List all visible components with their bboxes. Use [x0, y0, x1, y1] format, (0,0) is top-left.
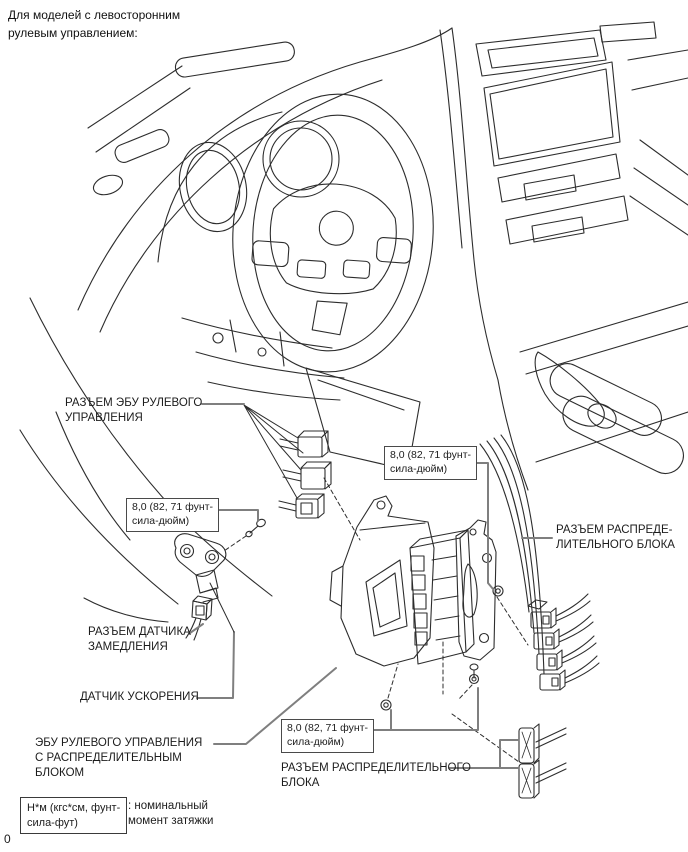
torque-spec-box-2: 8,0 (82, 71 фунт- сила-дюйм) — [384, 446, 477, 480]
distribution-block-connectors-bottom — [519, 724, 566, 798]
label-distribution-block-connector-bottom: РАЗЪЕМ РАСПРЕДЕЛИТЕЛЬНОГО БЛОКА — [281, 762, 472, 789]
steering-ecu-connectors — [244, 405, 331, 518]
steering-wheel — [224, 87, 443, 378]
legend-torque-symbol-box: Н*м (кгс*см, фунт- сила-фут) — [20, 797, 127, 834]
distribution-block-harness — [480, 435, 599, 690]
label-acceleration-sensor: ДАТЧИК УСКОРЕНИЯ — [80, 691, 199, 703]
page-note-line2: рулевым управлением: — [8, 26, 138, 40]
torque-spec-box-3: 8,0 (82, 71 фунт- сила-дюйм) — [281, 719, 374, 753]
page-corner-char: 0 — [4, 832, 11, 846]
label-distribution-block-connector-right: РАЗЪЕМ РАСПРЕДЕ- ЛИТЕЛЬНОГО БЛОКА — [556, 524, 675, 551]
torque-spec-box-1: 8,0 (82, 71 фунт- сила-дюйм) — [126, 498, 219, 532]
center-stack — [476, 22, 688, 244]
steering-ecu-assembly — [330, 496, 503, 710]
label-deceleration-sensor-connector: РАЗЪЕМ ДАТЧИКА ЗАМЕДЛЕНИЯ — [88, 626, 191, 653]
page-note-line1: Для моделей с левосторонним — [8, 8, 181, 22]
sensor-leader-line — [210, 583, 234, 632]
label-steering-ecu-with-block: ЭБУ РУЛЕВОГО УПРАВЛЕНИЯ С РАСПРЕДЕЛИТЕЛЬНЫМ БЛОКОМ — [35, 737, 203, 779]
dashboard — [20, 28, 498, 622]
page-note — [8, 6, 180, 42]
legend-torque-note: : номинальный момент затяжки — [128, 800, 214, 827]
instrument-cluster — [171, 121, 339, 238]
center-console — [498, 302, 688, 490]
label-steering-ecu-connector: РАЗЪЕМ ЭБУ РУЛЕВОГО УПРАВЛЕНИЯ — [65, 397, 203, 424]
